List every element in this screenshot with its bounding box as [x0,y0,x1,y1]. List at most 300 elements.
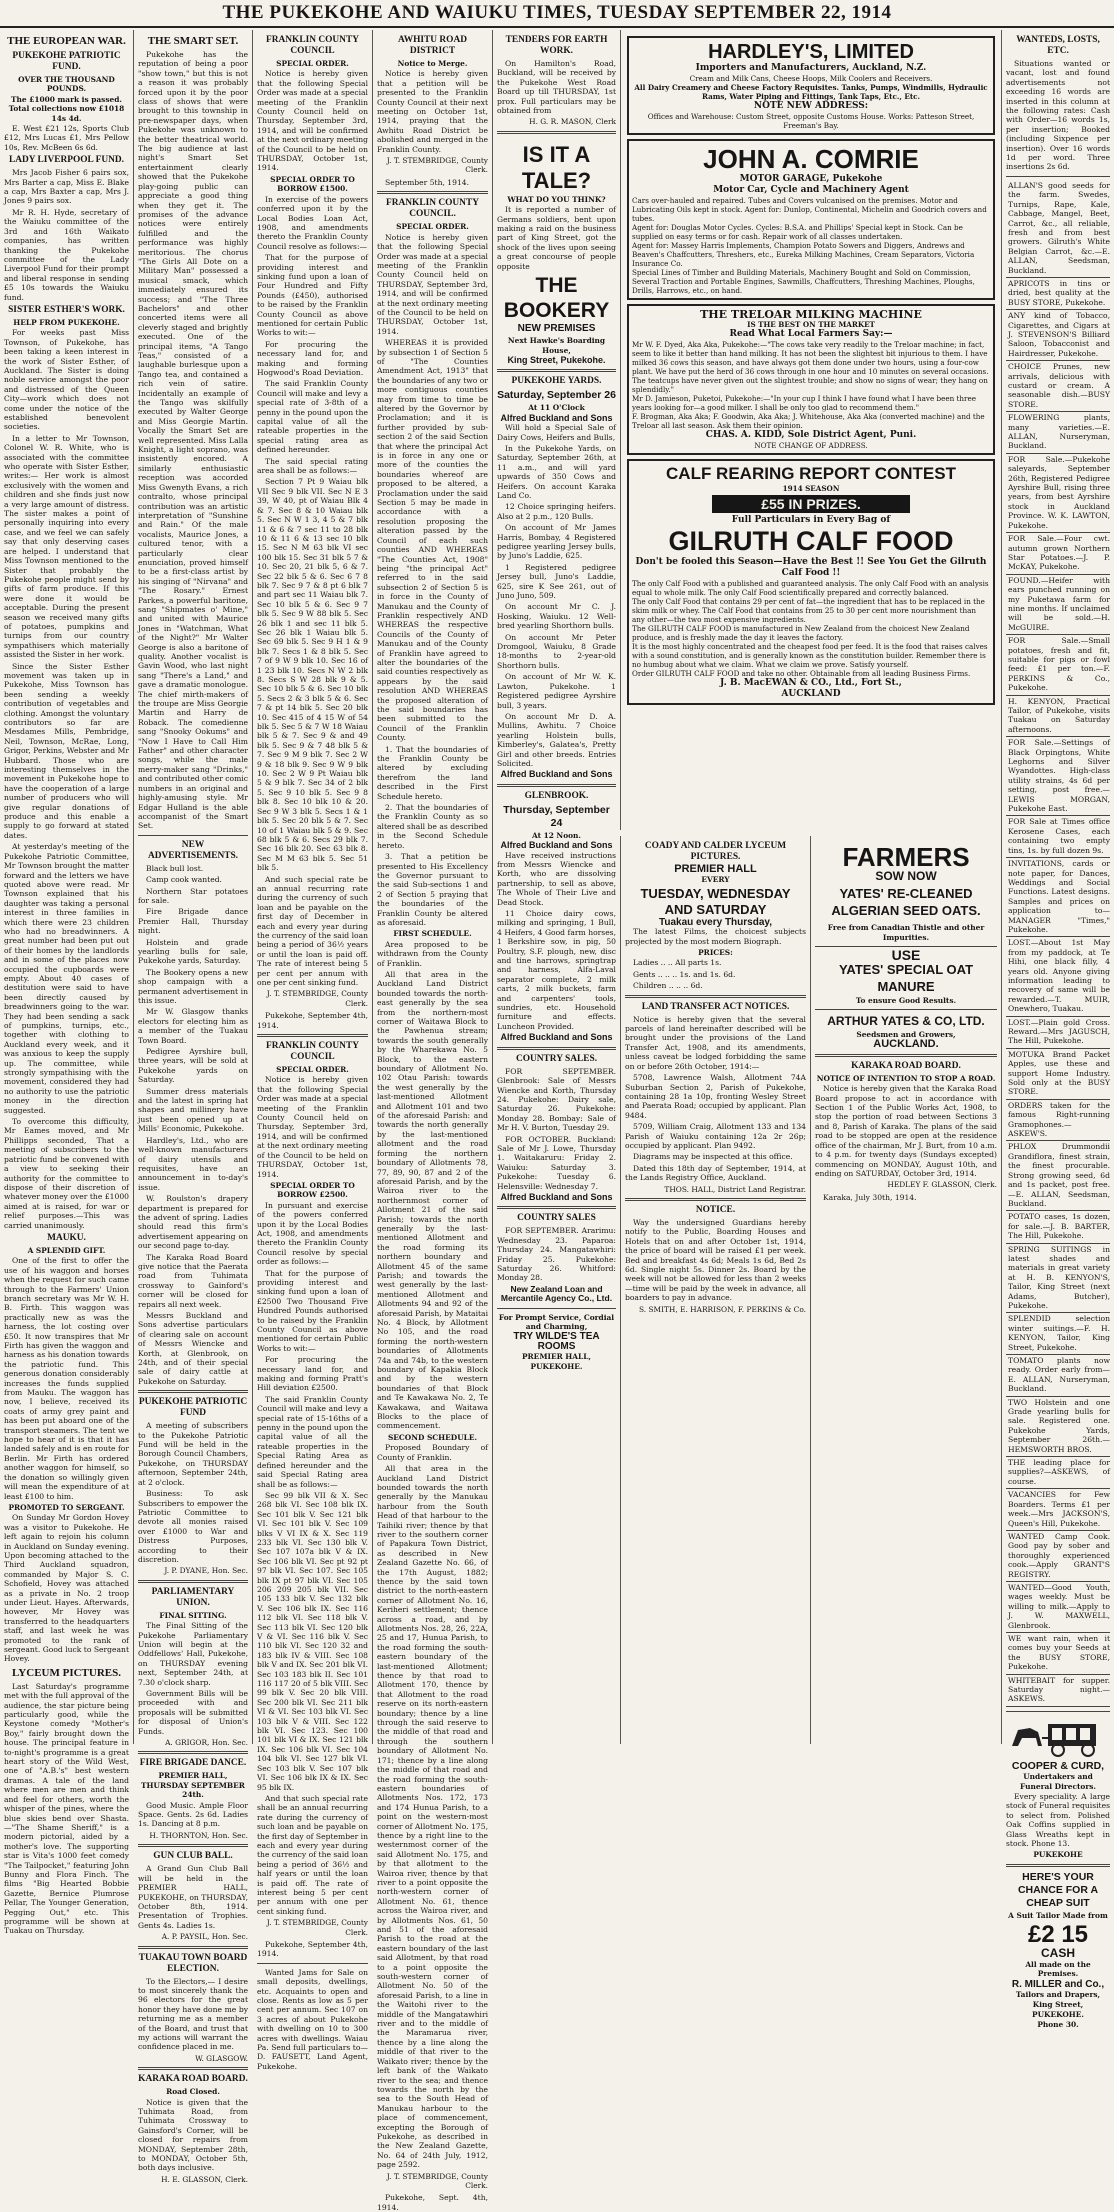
classified-ad: FLOWERING plants, many varieties.—E. ALLAN, Nurseryman, Buckland. [1008,413,1110,451]
classified-ad: FOUND.—Heifer with ears punched running on my Puketawa farm for nine months. If unclaimed will be sold.—H. McGUIRE. [1008,575,1110,632]
divider [625,995,806,998]
divider [815,1009,997,1010]
classified-ad: LOST.—Plain gold Cross. Reward.—Mrs JAGUSCH, The Hill, Pukekohe. [1008,1017,1110,1046]
classified-ad: TOMATO plants now ready. Order early from—E. ALLAN, Nurseryman, Buckland. [1008,1356,1110,1394]
paragraph: The latest Films, the choicest subjects projected by the most modern Biograph. [625,927,806,946]
comrie-text: Agent for: Douglas Motor Cycles. Cycles: B.S.A. and Phillips' Special kept in Stock. Can be supplied on easy terms or for cash. Repair work of all classes undertaken. [632,223,963,241]
paragraph: Messrs Buckland and Sons advertise particulars of clearing sale on account of Messrs Wiencke and Korth, at Glenbrook, on 24th, and of their special sale of dairy cattle at Pukekohe on Saturday. [138,1311,248,1386]
divider [1006,936,1110,937]
paragraph: For procuring the necessary land for, and making and forming Hogwood's Road Deviation. [257,339,368,377]
divider [1006,1632,1110,1633]
divider [1006,1016,1110,1017]
paragraph: To the Electors,— I desire to most sincerely thank the 96 electors for the great honor they have done me by returning me as a member of the Board, and trust that my actions will warrant the confidence placed in me. [138,1976,248,2052]
subheading: A Suit Tailor Made from [1008,1910,1108,1920]
paragraph: Mr R. H. Hyde, secretary of the Waiuku committee of the 3rd and 16th Waikato companies, has written thanking the Pukekohe committee of the Lady Liverpool Fund for their prompt and liberal response in sending £5 10s towards the Waiuku fund. [4,207,129,302]
paragraph: The said special rating area shall be as follows:— [257,456,368,476]
divider [1006,695,1110,696]
heading-franklin-county-council: FRANKLIN COUNTY COUNCIL [266,1041,359,1063]
comrie-text: Cars over-hauled and repaired. Tubes and Covers vulcanised on the premises. Motor and Lubricating Oils kept in stock. Agent for: Dunlop, Continental, Michelin and Goodrich covers and tubes. [632,196,987,223]
heading-franklin-county-council: FRANKLIN COUNTY COUNCIL [266,35,359,56]
divider [1006,309,1110,310]
calf-sub: Full Particulars in Every Bag of [731,515,891,525]
masthead [0,0,1114,28]
comrie-text: Special Lines of Timber and Building Materials, Machinery Bought and Sold on Commission, Several Traction and Portable Engines, Sawmills, Chaffcutters, Threshing Machines, Ploughs, Drills, Harrows, etc., on hand. [632,268,975,295]
signature: S. SMITH, E. HARRISON, F. PERKINS & Co. [638,1304,806,1314]
auctioneer: Alfred Buckland and Sons [500,769,613,780]
heading-sister-esther: SISTER ESTHER'S WORK. [8,304,125,315]
paragraph: Will hold a Special Sale of Dairy Cows, Heifers and Bulls, [497,423,616,442]
signature: A. GRIGOR, Hon. Sec. [165,1738,248,1748]
paragraph: The Final Sitting of the Pukekohe Parliamentary Union will begin at the Oddfellows' Hall, Pukekohe, on THURSDAY evening next, September 24th, at 7.30 o'clock sharp. [138,1621,248,1687]
divider [1006,1706,1110,1707]
calf-city: AUCKLAND [781,689,841,699]
subheading: PUKEKOHE [1033,1850,1083,1860]
classified-ad: FOR Sale at Times office Kerosene Cases, each containing two empty tins, 1s. by full dozen 9s. [1008,817,1110,855]
subheading: HELP FROM PUKEKOHE. [13,317,120,327]
heading-lady-liverpool-fund: LADY LIVERPOOL FUND. [8,155,125,166]
masthead-title: THE PUKEKOHE AND WAIUKU TIMES, TUESDAY SEPTEMBER 22, 1914 [222,2,892,23]
divider [138,1751,248,1754]
subheading: PREMIER HALL, PUKEKOHE. [521,1352,591,1371]
signature: J. T. STEMBRIDGE, County Clerk. [386,156,488,175]
dateline: Karaka, July 30th, 1914. [823,1192,917,1202]
paragraph: Notice is hereby given that the several parcels of land hereinafter described will be brought under the provisions of the Land Transfer Act, 1908, and its amendments, unless caveat be lodged forbidding the same on or before 26th October, 1914:— [625,1014,806,1071]
use-label: USE [891,947,921,964]
paragraph: 11 Choice dairy cows, milking and springing, 1 Bull, 4 Heifers, 4 Good farm horses, 1 Berkshire sow, in pig, 50 Poultry, S.F. plough, new, disc and tine harrows, springtrap and harness, Alfa-Laval separator complete, 2 milk carts, 2 milk buckets, farm and carpenters' tools, sundries, etc. Household furniture and effects. Luncheon Provided. [497,909,616,1031]
subheading: SPECIAL ORDER TO BORROW £2500. [270,1180,355,1200]
paragraph: All that area in the Auckland Land District bounded towards the north-east generally by the sea from the northern-most corner of Waitawa Block to the Pawhenua stream; towards the south generally by the Wharekawa No. 5 Block, to the eastern boundary of Allotment No. 102 Otau Parish: towards the west generally by the last-mentioned Allotment and Allotment 101 and two of the aforesaid Parish: and towards the north generally by the last-mentioned allotment and the road forming the northern boundary of Allotments 78, 77, 89, 90, 87 and 2 of the aforesaid Parish, and by the Wairoa river to the northernmost corner of Allotment 21 of the said Parish; towards the north generally by the last-mentioned Allotment and the road forming its northern boundary and Allotment 45 of the same Parish; and towards the west generally by the last-mentioned Allotment and Allotments 94 and 92 of the aforesaid Parish, by Mataitai No. 4 Block, by Allotment No 105, and the road forming the north-western boundaries of Allotments 74a and 74b, to the western boundary of Kapakia Block and by the western boundaries of that Block and Te Kawakawa No. 2, Te Kawakawa, and Waitawa Blocks to the place of commencement. [377,969,489,1431]
paragraph: Black bull lost. [146,863,204,873]
lyceum-tuakau: Tuakau every Thursday, [658,916,772,928]
paragraph: It is reported a number of Germans soldiers, bent upon making a raid on the business part of King Street, got the shock of the lives upon seeing a great concourse of people opposite [497,205,616,271]
classified-ad: TWO Holstein and one Grade yearling bulls for sale. Registered one. Pukekohe Yards, September 26th.—HEMSWORTH BROS. [1008,1397,1110,1454]
calf-contest-heading: CALF REARING REPORT CONTEST [666,464,956,483]
heading-european-war: THE EUROPEAN WAR. [7,35,126,47]
heading-patriotic-fund-meeting: PUKEKOHE PATRIOTIC FUND [138,1397,248,1419]
sale-date: Saturday, September 26 [497,389,616,402]
divider [1006,360,1110,361]
heading-lyceum-pictures: LYCEUM PICTURES. [11,1666,121,1679]
hearse-icon [1008,1716,1108,1758]
subheading: PROMOTED TO SERGEANT. [8,1502,125,1512]
paragraph: One of the first to offer the use of his waggon and horses when the request for such came through to the Farmers' Union branch secretary was Mr W. H. B. Firth. This waggon was practically new as was the harness, the lot costing over £50. It now transpires that Mr Firth has given the waggon and harness as his donation towards the patriotic fund. This generous donation considerably increases the funds supplied from Mauku. The waggon has now, I believe, received its coats of army grey paint and has been put aboard one of the transport steamers. The tent we hope to hear of it is that it has landed safely and is en route for Berlin. Mr Firth has ordered another waggon for himself, so the donation so willingly given will mean the expenditure of at least £100 to him. [4,1256,129,1501]
divider [497,1047,616,1050]
divider [257,1034,368,1037]
column-6-ads [620,30,1001,830]
comrie-name: JOHN A. COMRIE [703,144,919,174]
subheading: SPECIAL ORDER. [396,222,469,232]
divider [497,784,616,787]
paragraph: Hardley's, Ltd., who are well-known manufacturers of dairy utensils and requisites, have an announcement in to-day's issue. [138,1135,248,1192]
yates-name: ARTHUR YATES & CO, LTD. [827,1014,985,1029]
subheading: Free from Canadian Thistle and other Impurities. [827,923,985,942]
signature: HEDLEY F. GLASSON, Clerk. [887,1180,997,1190]
divider [1006,453,1110,454]
signature: H. G. R. MASON, Clerk [529,117,616,127]
paragraph: W. Roulston's drapery department is prepared for the advent of spring. Ladies should read this firm's advertisement appearing on our second page to-day. [138,1194,248,1251]
comrie-ad [627,139,995,300]
paragraph: And that such special rate shall be an annual recurring rate during the currency of such loan and be payable on the first day of September in each and every year during the currency of the said loan being a period of 36½ and half years or until the loan is paid off. The rate of interest being 5 per cent per annum with one per cent sinking fund. [257,1793,368,1916]
paragraph: WHEREAS it is provided by subsection 1 of Section 5 of "The Counties Amendment Act, 1913" that the boundaries of any two or more contiguous counties may from time to time be altered by the Governor by Proclamation; and it is further provided by sub-section 2 of the said Section that where the principal Act is in force in any one or more of the counties the boundaries whereof are proposed to be altered, a Proclamation under the said Section 5 may be made in accordance with a resolution proposing the alteration passed by the Council of each such counties AND WHEREAS "The Counties Act, 1908" being "the principal Act" referred to in the said subsection 2 of Section 5 is in force in the County of Manukau and the County of Franklin respectively AND WHEREAS the respective Councils of the County of Manukau and of the County of Franklin have agreed to alter the boundaries of the said counties respectively as appears by the said resolution AND WHEREAS the proposed alteration of the said boundaries has been submitted to the Council of the Franklin County. [377,338,488,743]
classified-ad: THE leading place for supplies?—ASKEWS, of course. [1008,1458,1110,1486]
treloar-testimonial: Mr W. F. Dyed, Aka Aka, Pukekohe:—"The cows take very readily to the Treloar machine; in fact, seem to like it better than hand milking. It has not been the slightest bit injurious to them. I have milked 36 cows this season, and have always got them done under two hours, using a four-cow plant. We have put the herd of 36 cows through in one hour and 10 minutes on several occasions. The teatcups have never given out the slightest trouble; and show no signs of wear; they hang on splendidly." [632,340,989,394]
paragraph: On account of Mr James Harris, Bombay, 4 Registered pedigree yearling Jersey bulls, by Juno's Laddie, 625. [497,523,616,561]
heading-land-transfer: LAND TRANSFER ACT NOTICES. [641,1001,790,1012]
paragraph: Camp cook wanted. [146,875,222,885]
dateline: Pukekohe, September 4th, 1914. [257,1011,368,1030]
divider [1006,176,1110,177]
paragraph: A meeting of subscribers to the Pukekohe Patriotic Fund will be held in the Borough Council Chambers, Pukekohe, on THURSDAY afternoon, September 24th, at 2 o'clock. [138,1421,248,1487]
price-line: Children .. .. .. 6d. [633,981,703,991]
paragraph: In exercise of the powers conferred upon it by the Local Bodies Loan Act, 1908, and amendments thereto the Franklin County Council resolve as follows:— [257,194,368,251]
divider [1006,1396,1110,1397]
subheading: SPECIAL ORDER. [276,59,349,68]
hardleys-address: Offices and Warehouse: Custom Street, opposite Customs House. Works: Patteson Street, Freeman's Bay. [647,112,975,130]
divider [497,131,616,134]
calf-agent: J. B. MacEWAN & CO., Ltd., Fort St., [720,678,902,688]
divider [138,1390,248,1393]
divider [1006,532,1110,533]
classified-ad: ANY kind of Tobacco, Cigarettes, and Cigars at J. STEVENSON'S Billiard Saloon, Tobacconist and Hairdresser, Pukekohe. [1008,311,1110,358]
heading-gun-club-ball: GUN CLUB BALL. [153,1851,233,1862]
paragraph: Summer dress materials and the latest in spring hat shapes and millinery have just been opened up at Mills' Economic, Pukekohe. [138,1086,248,1134]
dateline: Pukekohe, September 4th, 1914. [257,1940,368,1959]
signature: J. T. STEMBRIDGE, County Clerk. [266,989,368,1008]
heading-pukekohe-yards: PUKEKOHE YARDS. [511,376,602,387]
divider [497,369,616,372]
treloar-testimonial: F. Brogman, Aka Aka; F. Goodwin, Aka Aka; J. Whitehouse, Aka Aka (converted machine) and the Treloar all last season. Ask them their opinion. [632,412,985,430]
paragraph: On account Mr D. A. Mullins, Awhitu. 7 Choice yearling Holstein bulls, Kimberley's, Galatea's, Pretty Girl and other breeds. Entries Solicited. [497,711,616,768]
heading-glenbrook: GLENBROOK. [524,790,589,801]
divider [138,2067,248,2070]
paragraph: Notice is hereby given that a petition will be presented to the Franklin County Council at their next meeting on October 1st, 1914, praying that the Awhitu Road District be abolished and merged in the Franklin County. [377,69,488,154]
paragraph: Wanted Jams for Sale on small deposits, dwellings, etc. Acquaints to open and close. Rents as low as 5 per cent per annum. Sec 107 on 3 acres of about Pukekohe with dwelling on 10 to 300 acres with dwellings. Waiau Pa. Send full particulars to—D. FAUSETT, Land Agent, Pukekohe. [257,1967,368,2071]
heading-patriotic-fund: PUKEKOHE PATRIOTIC FUND. [12,51,121,72]
paragraph: The said Franklin County Council will make and levy a special rate of 15-16ths of a penny in the pound upon the capital value of all the rateable properties in the Special Rating Area as defined hereunder and the said Special Rating area shall be as follows:— [257,1394,368,1489]
paragraph: All that area in the Auckland Land District bounded towards the north generally by the Manukau harbour from the South Head of that harbour to the Taihiki river; thence by that river to the southern corner of Papakura Town District, as described in New Zealand Gazette No. 66, of the 17th August, 1882; thence by the said town district to the north-eastern corner of Allotment No. 16, Keriheri settlement; thence across a road, and by Allotments Nos. 28, 26, 22A, 25 and 17, Hunua Parish, to the road forming the south-eastern boundary of the last-mentioned Allotment; thence by that road to Allotment 170, thence by that Allotment to the road reserve on its north-eastern boundary; thence by a line through the said reserve to the middle of that road and through the southern boundary of Allotment No. 171; thence by a line along the middle of that road and the road forming the south-eastern boundaries of Allotments Nos. 172, 173 and 174 Hunua Parish, to a point on the western-most corner of Allotment No. 175, thence by a right line to the westernmost corner of the said Allotment No. 175, and by that allotment to the Wairoa river, thence by that river to a point opposite the north-western corner of Allotment No. 61, thence across the Wairoa river, and by Allotments Nos. 61, 50 and 51 of the aforesaid Parish to the road at the eastern boundary of the last said Allotment, by that road to a point opposite the south-western corner of Allotment No. 50 of the aforesaid Parish, to a line in the Waitohi river to the middle of the Mangatawhiri river and to the middle of the Maramarua river, thence by a line along the middle of that river to the Waikato river; thence by the left bank of the Waikato river to the sea; and thence towards the north by the sea to the South Head of Manukau harbour to the place of commencement, excepting the Borough of Pukekohe, as described in the New Zealand Gazette, No. 64 of 24th July, 1912, page 2592. [377,1464,488,2170]
heading-franklin-county-council: FRANKLIN COUNTY COUNCIL. [386,198,479,220]
classified-ad: POTATO cases, 1s dozen, for sale.—J. B. BARTER, The Hill, Pukekohe. [1008,1212,1110,1241]
classified-ad: WHITEBAIT for supper. Saturday night.—ASKEWS. [1008,1675,1110,1704]
subheading: Tailors and Drapers, [1015,1989,1101,1999]
classified-ad: WANTED Camp Cook. Good pay by sober and thoroughly experienced cook.—Apply GRANT'S REGISTRY. [1008,1531,1110,1579]
heading-is-it-a-tale: IS IT A TALE? [521,141,592,193]
calf-warning: Don't be fooled this Season—Have the Best !! See You Get the Gilruth Calf Food !! [635,557,987,578]
paragraph: Notice is given that the Tuhimata Road, from Tuhimata Crossway to Gainsford's Corner, will be closed for repairs from MONDAY, September 28th, to MONDAY, October 5th, both days inclusive. [138,2097,248,2173]
paragraph: 5708, Lawrence Walsh, Allotment 74A Suburban Section 2, Parish of Pukekohe, containing 28 1a 10p, fronting Wesley Street and Paerata Road; occupied by applicant. Plan 9484. [625,1073,806,1120]
paragraph: Notice is hereby given that the following Special Order was made at a special meeting of the Franklin County Council held on Thursday, September 3rd, 1914, and will be confirmed at the next ordinary meeting of the Council to be held on THURSDAY, October 1st, 1914. [257,69,368,173]
paragraph: 12 Choice springing heifers. Also at 2 p.m., 120 Bulls. [497,502,616,521]
subheading: SPECIAL ORDER. [276,1065,349,1075]
subheading: SECOND SCHEDULE. [387,1432,478,1442]
treloar-agent: CHAS. A. KIDD, Sole District Agent, Puni. [705,430,917,440]
classified-ad: INVITATIONS, cards or note paper, for Dances, Weddings and Social Functions. Latest designs. Samples and prices on application to—MANAGER "Times," Pukekohe. [1008,859,1110,934]
column-7 [1001,30,1114,2030]
calf-text: The only Calf Food with a published and guaranteed analysis. The only Calf Food with an analysis equal to whole milk. The only Calf Food scientifically prepared and correctly balanced. [632,579,989,597]
subheading: Next Hawke's Boarding House, [507,336,606,355]
lyceum-every: EVERY [701,875,730,885]
heading-fire-brigade-dance: FIRE BRIGADE DANCE. [139,1758,247,1769]
classified-ad: WE want rain, when it comes buy your Seeds at the BUSY STORE, Pukekohe. [1008,1633,1110,1672]
classified-ad: FOR Sale.—Four cwt. autumn grown Northern Star Potatoes.—J. P. McKAY, Pukekohe. [1008,534,1110,572]
paragraph: Notice is hereby given that the following Special Order was made at a special meeting of the Franklin County Council held on THURSDAY, September 3rd, 1914, and will be confirmed at the next ordinary meeting of the Council to be held on THURSDAY, October 1st, 1914. [377,232,488,336]
paragraph: The Karaka Road Board give notice that the Paerata road from Tuhimata crossway to Gainford's corner will be closed for repairs all next week. [138,1252,248,1309]
classified-ad: LOST.—About 1st May from my paddock, at Te Hihi, one black filly, 4 years old. Anyone giving information leading to recovery of same will be rewarded.—T. MUIR, Onewhero, Tuakau. [1008,938,1110,1014]
paragraph: Situations wanted or vacant, lost and found advertisements not exceeding 16 words are inserted in this column at the following rates: Cash with Order—16 words 1s, per insertion; Booked (including Sixpence per insertion). Over 16 words 1d per word. Three insertions 2s 6d. [1006,59,1110,172]
paragraph: Area proposed to be withdrawn from the County of Franklin. [377,939,488,968]
signature: J. T. STEMBRIDGE, County Clerk. [266,1918,368,1937]
paragraph: Notice is hereby given that the Karaka Road Board propose to act in accordance with Section 1 of the Public Works Act, 1908, to stop the portion of road between Sections 3 and 8, Parish of Karaka. The plans of the said road to be stopped are open at the residence office of the chairman, Mr J. Burt, from 10 a.m. to 4 p.m. for twenty days (Sundays excepted) commencing on MONDAY, August 10th, and ending on SATURDAY, October 3rd, 1914. [815,1084,997,1178]
auctioneer: Alfred Buckland and Sons [500,1191,613,1202]
divider [1006,411,1110,412]
dateline: Pukekohe, Sept. 4th, 1914. [377,2193,488,2212]
paragraph: Northern Star potatoes for sale. [138,886,248,905]
paragraph: On account of Mr W. K. Lawton, Pukekohe. 1 Registered pedigree Ayrshire bull, 3 years. [497,672,616,710]
subheading: The £1000 mark is passed. Total collections now £1018 14s 4d. [8,94,125,123]
subheading: At 11 O'Clock [528,403,585,413]
treloar-read: Read What Local Farmers Say:— [729,329,893,339]
subheading: Undertakers and Funeral Directors. [1020,1772,1096,1791]
signature: H. THORNTON, Hon. Sec. [149,1830,248,1840]
subheading: FINAL SITTING. [159,1610,227,1620]
divider [257,1963,368,1964]
comrie-text: Agent for: Massey Harris Implements, Champion Potato Sowers and Diggers, Andrews and Beaven's Chaffcutters, Threshers, etc., Eureka Milking Machines, Cream Separators, Victoria Insurance Co. [632,241,975,268]
heading-smart-set: THE SMART SET. [147,35,239,47]
subheading: OVER THE THOUSAND POUNDS. [18,75,115,94]
heading-the-bookery: THE BOOKERY [503,274,610,323]
treloar-sub: IS THE BEST ON THE MARKET [747,320,875,329]
classified-ad: SPRING SUITINGS in latest shades and materials in great variety at H. B. KENYON'S, Tailor, King Street (next Adams, Butcher), Pukekohe. [1008,1244,1110,1310]
auctioneer: Alfred Buckland and Sons [500,840,613,851]
subheading: PREMIER HALL, THURSDAY SEPTEMBER 24th. [141,1771,245,1800]
heading-wanteds-losts: WANTEDS, LOSTS, ETC. [1016,35,1100,56]
heading-country-sales: COUNTRY SALES. [515,1053,598,1064]
column-2 [133,30,252,2184]
auctioneer: Alfred Buckland and Sons [500,412,613,423]
agency-name: New Zealand Loan and Mercantile Agency Co., Ltd. [500,1283,613,1304]
suit-cash: CASH [1040,1946,1075,1961]
heading-awhitu-road-district: AWHITU ROAD DISTRICT [397,35,467,56]
paragraph: Holstein and grade yearling bulls for sale, Pukekohe yards, Saturday. [138,937,248,966]
divider [1006,1530,1110,1531]
signature: J. T. STEMBRIDGE, County Clerk. [386,2171,488,2190]
classified-ad: APRICOTS in tins or dried, best quality at the BUSY STORE, Pukekohe. [1008,278,1110,307]
signature: W. GLASGOW. [195,2053,248,2063]
subheading: King Street, Pukekohe. [507,354,606,365]
divider [1006,1488,1110,1489]
paragraph: E. West £21 12s, Sports Club £12, Mrs Lucas £1, Mrs Pellow 10s, Rev. McBeen 6s 6d. [4,124,129,152]
paragraph: In a letter to Mr Townson, Colonel W. R. White, who is associated with the committee who operate with Sister Esther, writes:— Her work is almost exclusively with the women and children and she finds just now a very large amount of distress. The sister makes a point of personally inquiring into every case, and we feel we can safely say that only deserving cases are helped. I understand that Miss Townson mentioned to the Sister that probably the Pukekohe people might send by gifts of farm produce. If this were done it would be acceptable. During the present season we received many gifts of potatoes, pumpkins and turnips from our country sympathisers which materially assisted the Sister in her work. [4,433,129,660]
paragraph: Pedigree Ayrshire bull, three years, will be sold at Pukekohe yards on Saturday. [138,1047,248,1085]
paragraph: Mrs Jacob Fisher 6 pairs sox, Mrs Barter a cap, Miss E. Blake a cap, Mrs Baxter a cap, Mrs J. Jones 9 pairs sox. [4,168,129,206]
paragraph: In pursuant and exercise of the powers conferred upon it by the Local Bodies Act, 1908, and amendments thereto the Franklin County Council resolve by special order as follows:— [257,1200,368,1267]
divider [1006,1354,1110,1355]
paragraph: Way the undersigned Guardians hereby notify to the Public, Boarding Houses and Hotels that on and after October 1st, 1914, the price of board will be raised £1 per week. Bed and breakfast 4s 6d; Meals 1s 6d, Bed 2s 6d. Single night 5s. Dinner 2s. Board by the week will not be allowed for less than 2 weeks—time will be paid by the week in advance, all boarders to pay in advance. [625,1217,806,1303]
paragraph: Last Saturday's programme met with the full approval of the audience, the star picture being particularly good, while the Keystone comedy "Mother's Boy," fairly brought down the house. The principal feature in to-night's programme is a great heart story of the Wild West, one of "A.B.'s" best western dramas. A tale of the land where men are men and think and feel for others, worth the whisper of the pines, where the blue skies bend over Shasta.—"The Shame Sheriff," is a modern pictorial, aided by a mother's love. The supporting star is Vita's 1000 feet comedy "The Tailpocket," featuring John Bunny and Flora Finch. The films "Big Hearted Bobbie Gazette, Bernice Plumrose Pellar, The Younger Generation, Pegging Out," etc. This programme will be shown at Tuakau on Thursday. [4,1681,129,1936]
hardleys-ad [627,36,995,135]
paragraph: The Bookery opens a new shop campaign with a permanent advertisement in this issue. [138,967,248,1005]
divider [138,1946,248,1949]
subheading: SPECIAL ORDER TO BORROW £1500. [270,174,355,194]
paragraph: Fire Brigade dance Premier Hall, Thursday night. [138,907,248,936]
hardleys-name: HARDLEY'S, LIMITED [708,41,914,63]
comrie-sub: MOTOR GARAGE, Pukekohe [739,174,883,184]
yates-city: AUCKLAND. [873,1038,939,1051]
lyceum-days: TUESDAY, WEDNESDAY AND SATURDAY [640,885,791,917]
paragraph: On account Mr Peter Dromgool, Waiuku, 8 Grade 18-months to 2-year-old Shorthorn bulls. [497,632,616,670]
paragraph: Section 7 Pt 9 Waiau blk VII Sec 9 blk VII. Sec N E 3 39, W 40, pt of Waiau Blk 4 & 7. Sec 8 & 10 Waiau blk 5. Sec N W 1 3, 4 5 & 7 blk 11 & 6 & 7 sec 11 to 28 blk 10 & 11 6 & 13 sec 10 blk 15. Sec N M 63 blk VI sec 100 blk 15. Sec 31 blk 5 7 & 10. Sec 20, 21 blk 5, 6 & 7. Sec 22 blk 5 & 6. Sec 6 7 8 blk 7. Sec 9 7 & 8 pt 6 blk 7 and part sec 11 Waiau blk 7. Sec 10 blk 5 & 6. Sec 9 7 blk 5. Sec 9 W 88 blk 5. Sec 26 blk 1 and sec 11 blk 5. Sec 26 blk 1 Waiau blk 5. Sec 69 blk 5. Sec 9 H 1 & 9 blk 7. Secs 1 & 8 blk 5. Sec 7 of 9 W 9 blk 10. Sec 16 of 1 23 blk 10. Secs N W 2 blk 8. Secs S W 28 blk 9 & 5. Sec 10 blk 5 & 6. Sec 10 blk 5. Secs 2 & 3 blk 5 & 6. Sec 7 & pt 14 blk 5. Sec 20 blk 10. Sec 415 of 4 15 W of 54 blk 5. Sec 5 & 7 W 18 Waiau blk 5 & 7. Sec 9 & and 49 blk 5. Sec 9 & 7 48 blk 5 & 7. Sec 9 M 9 blk 7. Sec 2 W 9 & 18 blk 9. Sec 9 W 9 blk 10. Sec 2 W 9 Pt Waiau blk 5 & 9 blk 7. Sec 34 of 2 blk 5. Sec 9 10 blk 5. Sec 9 8 blk 8. Sec 10 blk 10 & 20. Sec 9 W 3 blk 5. Secs 1 & 1 blk 5. Sec 20 blk 5 & 7. Sec 10 of 1 Waiau blk 5 & 9. Sec 68 blk 5 & 6. Secs 29 blk 7. Sec 16 blk 20. Sec 63 blk 8. Sec M M 63 blk 5. Sec 51 blk 5. [257,477,368,873]
calf-text: The only Calf Food that contains 29 per cent of fat—the ingredient that has to be replaced in the skim milk or whey. The Calf Food that contains from 25 to 30 per cent more nourishment than any other—the two most expensive ingredients. [632,597,985,624]
classified-ad: MOTUKA Brand Packet Apples, use these and support Home Industry. Sold only at the BUSY STORE. [1008,1049,1110,1097]
subheading: FIRST SCHEDULE. [393,929,472,939]
divider [1006,1210,1110,1211]
classified-ad: PHLOX Drummondii Grandiflora, finest strain, the finest procurable. Strong growing seed, 6d and 1s packet, post free.—E. ALLAN, Seedsman, Buckland. [1008,1142,1110,1208]
subheading: NOTICE OF INTENTION TO STOP A ROAD. [816,1073,996,1083]
paragraph: The said Franklin County Council will make and levy a special rate of 3-8th of a penny in the pound upon the capital value of all the rateable properties in the special rating area as defined hereunder. [257,379,368,455]
heading-lyceum-pictures: COADY AND CALDER LYCEUM PICTURES. [644,841,787,862]
paragraph: That for the purpose of providing interest and sinking fund upon a loan of Four Hundred and Fifty Pounds (£450), authorised to be raised by the Franklin County Council as above mentioned for certain Public Works to wit:— [257,253,368,338]
cheap-suit-heading: HERE'S YOUR CHANCE FOR A CHEAP SUIT [1017,1870,1099,1909]
classifieds-list [1006,181,1110,1707]
subheading: King Street, PUKEKOHE. [1032,2000,1084,2019]
paragraph: At yesterday's meeting of the Pukekohe Patriotic Committee, Mr Townson brought the matter forward and the letters we have quoted above were read. Mr Townson explained that his daughter was taking a personal interest in three families in which there were 23 children who had no breadwinners. A great number had been put out of their homes by the landlords and in some of the places now occupied the cupboards were empty. About 40 cases of destitution were said to have been directly caused by breadwinners going to the war. They had been sending a sack of pumpkins, turnips, etc., together with clothing to Auckland every week, and it was anxious to keep the supply up. The committee, while strongly sympathising with the movement, considered they had no authority to use the patriotic money in the direction suggested. [4,842,129,1115]
heading-wildes-tea-rooms: TRY WILDE'S TEA ROOMS [513,1331,600,1352]
paragraph: On Hamilton's Road, Buckland, will be received by the Pukekohe West Road Board up till THURSDAY, 1st prox. Full particulars may be obtained from [497,59,616,116]
divider [1006,277,1110,278]
treloar-testimonial: Mr D. Jamieson, Puketoi, Pukekohe:—"In your cup I think I have found what I have been three years looking for—a good milker. I shall be only too glad to recommend them." [632,394,976,412]
subheading: Seedsmen and Growers, [856,1030,956,1040]
heading-country-sales: COUNTRY SALES [517,1213,596,1224]
divider [1006,1243,1110,1244]
calf-season: 1914 SEASON [782,484,840,493]
divider [377,191,488,194]
subheading: All made on the Premises. [1025,1959,1091,1979]
classified-ad: ORDERS taken for the famous Right-running Gramophones.—ASKEW'S. [1008,1100,1110,1139]
lyceum-hall: PREMIER HALL [674,863,757,875]
subheading: Phone 30. [1037,2020,1079,2030]
subheading: For Prompt Service, Cordial and Charming, [498,1312,615,1332]
classified-ad: H. KENYON, Practical Tailor, of Pukekohe, visits Tuakau on Saturday afternoons. [1008,696,1110,734]
heading-farmers: FARMERS [842,842,970,872]
comrie-agent: Motor Car, Cycle and Machinery Agent [713,185,909,195]
paragraph: For weeks past Miss Townson, of Pukekohe, has been taking a keen interest in the work of Sister Esther, of Auckland. The Sister is doing noble service amongst the poor and distressed of the Queen City—work which does not come under the notice of the established benevolent societies. [4,328,129,432]
divider [1006,1312,1110,1313]
paragraph: For procuring the necessary land for, and making and forming Pratt's Hill deviation £2500. [257,1355,368,1393]
paragraph: Proposed Boundary of County of Franklin. [377,1443,488,1462]
divider [1006,634,1110,635]
calf-prize: £55 IN PRIZES. [712,495,910,513]
paragraph: On Sunday Mr Gordon Hovey was a visitor to Pukekohe. He left again to rejoin his column in Auckland on Sunday evening. Upon becoming attached to the Third Auckland squadron, commanded by Major S. C. Schofield, Hovey was attached as a private in No. 2 troop under Lieut. Hayes. Afterwards, however, Mr Hovey was transferred to the headquarters staff, and last week he was promoted to the rank of sergeant. Good luck to Sergeant Hovey. [4,1513,129,1664]
classified-ad: VACANCIES for Few Boarders. Terms £1 per week.—Mrs JACKSON'S, Queen's Hill, Pukekohe. [1008,1490,1110,1528]
heading-mauku: MAUKU. [47,1232,86,1243]
column-5 [492,30,620,1744]
divider [1006,1048,1110,1049]
gilruth-ad [627,459,995,705]
classified-ad: SPLENDID selection winter suitings.—F. H. KENYON, Tailor, King Street, Pukekohe. [1008,1314,1110,1352]
divider [1006,1674,1110,1675]
price-line: Ladies .. .. All parts 1s. [633,958,722,968]
classified-ad: CHOICE Prunes, new arrivals, delicious with custard or cream. A seasonable dish.—BUSY STORE. [1008,362,1110,409]
paragraph: Every speciality. A large stock of Funeral requisites to select from. Polished Oak Coffins supplied in Glass Wreaths kept in stock. Phone 13. [1006,1792,1110,1849]
subheading: WHAT DO YOU THINK? [507,194,606,204]
treloar-heading: THE TRELOAR MILKING MACHINE [700,308,922,321]
paragraph: That for the purpose of providing interest and sinking fund upon a loan of £2500 Two Thousand Five Hundred Pounds authorised to be raised by the Franklin County Council as above mentioned for certain Public Works to wit:— [257,1268,368,1353]
divider [497,1308,616,1309]
paragraph: In the Pukekohe Yards, on Saturday, September 26th, at 11 a.m., and will yard upwards of 350 Cows and Heifers. On account Karaka Land Co. [497,443,616,500]
paragraph: Sec 99 blk VII & X. Sec 268 blk VI. Sec 108 blk IX. Sec 101 blk V. Sec 121 blk VI. Sec 101 blk V. Sec 109 blks V VI IX & X. Sec 119 233 blk VI. Sec 130 blk V. Sec 107 107a blk V & IX. Sec 106 blk VI. Sec pt 92 pt 97 blk VI. Sec 107. Sec 105 blk IX pt 97 blk VI. Sec 105 206 209 205 blk VII. Sec 105 133 blk V. Sec 132 blk V. Sec 106 blk IX. Sec 116 112 blk VI. Sec 118 blk V. Sec 113 blk VI. Sec 120 blk V & VI. Sec 116 blk V. Sec 110 blk VI. Sec 120 32 and 183 blk IV & VIII. Sec 108 blk V and IX. Sec 201 blk VI. Sec 103 183 blk II. Sec 101 116 117 20 of 5 blk VIII. Sec 99 blk V. Sec 20 blk VIII. Sec 200 blk VI. Sec 211 blk VI & VI. Sec 103 blk VI. Sec 103 blk V & VIII. Sec 122 blk VI. Sec 123. Sec 100 101 blk VI & IX. Sec 121 blk IX. Sec 106 blk VI. Sec 104 104 blk VI. Sec 127 blk VI. Sec 103 blk V. Sec 107 blk VI. Sec 106 blk IX & IX. Sec 95 blk IX. [257,1490,368,1792]
heading-karaka-road-board: KARAKA ROAD BOARD. [851,1060,961,1071]
classified-ad: ALLAN'S good seeds for the farm. Swedes, Turnips, Rape, Kale, Cabbage, Mangel, Beet, Carrot, &c., all reliable, fresh and from best growers. Gilruth's White Belgian Carrot, &c.—E. ALLAN, Seedsman, Buckland. [1008,180,1110,275]
column-3 [252,30,372,2071]
yates-oats: YATES' RE-CLEANED ALGERIAN SEED OATS. [831,886,981,919]
sow-now: SOW NOW [875,869,937,883]
classified-ad: FOR Sale.—Settings of Black Orpingtons, White Leghorns and Silver Wyandottes. High-class utility strains, 4s 6d per setting, post free.—LEWIS MORGAN, Pukekohe East. [1008,738,1110,814]
divider [815,1054,997,1057]
paragraph: Government Bills will be proceeded with and proposals will be submitted for disposal of Union's Funds. [138,1689,248,1736]
calf-text: Order GILRUTH CALF FOOD and take no other. Obtainable from all leading Business Firms. [632,669,971,678]
gilruth-name: GILRUTH CALF FOOD [668,526,954,556]
paragraph: FOR SEPTEMBER. Glenbrook: Sale of Messrs Wiencke and Korth, Thursday 24. Pukekohe: Dairy sale, Saturday 26. Pukekohe: Monday 28. Bombay: Sale of Mr H. V. Burton, Tuesday 29. [497,1066,616,1133]
subheading: NEW PREMISES [517,323,596,335]
cooper-curd-name: COOPER & CURD, [1011,1759,1105,1772]
paragraph: FOR OCTOBER. Buckland: Sale of Mr J. Lowe, Thursday 1. Waitakaruru: Friday 2. Waiuku: Saturday 3. Pukekohe: Tuesday 6. Helensville: Wednesday 7. [497,1134,616,1191]
paragraph: FOR SEPTEMBER. Ararimu: Wednesday 23. Paparoa: Thursday 24. Mangatawhiri: Friday 25. Pukekohe: Saturday 26. Whitford: Monday 28. [497,1226,616,1283]
calf-text: The GILRUTH CALF FOOD is manufactured in New Zealand from the choicest New Zealand produce, and is freshly made the day it leaves the factory. [632,624,970,642]
heading-tenders-earth-work: TENDERS FOR EARTH WORK. [505,35,608,56]
paragraph: 5709, William Craig, Allotment 133 and 134 Parish of Waiuku containing 12a 2r 26p; occupied by applicant. Plan 9492. [625,1122,806,1150]
column-6-lower-left [620,836,810,1744]
signature: THOS. HALL, District Land Registrar. [664,1184,806,1194]
paragraph: Notice is hereby given that the following Special Order was made at a special meeting of the Franklin County Council held on Thursday, September 3rd, 1914, and will be confirmed at the next ordinary meeting of the Council to be held on THURSDAY, October 1st, 1914. [257,1075,368,1179]
treloar-note: NOTE CHANGE OF ADDRESS. [754,441,868,450]
divider [625,1198,806,1201]
divider [138,1580,248,1583]
subheading: Road Closed. [166,2087,220,2097]
divider [1006,1864,1110,1867]
signature: J. P. DYANE, Hon. Sec. [164,1566,248,1576]
divider [138,835,248,836]
divider [497,1206,616,1209]
paragraph: Good Music. Ample Floor Space. Gents. 2s 6d. Ladies 1s. Dancing at 8 p.m. [138,1800,248,1829]
classified-ad: FOR Sale.—Small potatoes, fresh and fit, suitable for pigs or fowl feed: £1 per ton.—F. PERKINS & Co., Pukekohe. [1008,636,1110,693]
sale-date: Thursday, September 24 [503,803,610,829]
suit-price: £2 15 [1027,1921,1089,1949]
paragraph: 3. That a petition be presented to His Excellency the Governor pursuant to the said Sub-sections 1 and 2 of Section 5 praying that the boundaries of the Franklin County be altered as aforesaid. [377,852,488,927]
heading-new-advertisements: NEW ADVERTISEMENTS. [147,839,239,861]
column-6-lower-right [810,836,1001,1744]
column-1 [0,30,133,1936]
paragraph: Mr W. Glasgow thanks electors for electing him as a member of the Tuakau Town Board. [138,1007,248,1045]
paragraph: Have received instructions from Messrs Wiencke and Korth, who are dissolving partnership, to sell as above, The Whole of Their Live and Dead Stock. [497,850,616,907]
price-line: Gents .. .. .. 1s. and 1s. 6d. [633,969,736,979]
subheading: To ensure Good Results. [855,995,957,1005]
divider [1006,1099,1110,1100]
divider [1006,1581,1110,1582]
dateline: September 5th, 1914. [385,177,470,187]
miller-name: R. MILLER and Co., [1011,1978,1105,1990]
paragraph: 2. That the boundaries of the Franklin County as so altered shall be as described in the Second Schedule hereto. [377,803,488,850]
column-4 [372,30,492,2212]
heading-notice: NOTICE. [695,1204,736,1215]
yates-manure: YATES' SPECIAL OAT MANURE [838,961,974,994]
heading-parliamentary-union: PARLIAMENTARY UNION. [151,1586,235,1608]
treloar-ad [627,304,995,455]
heading-tuakau-town-board: TUAKAU TOWN BOARD ELECTION. [138,1952,248,1974]
hardleys-sub: Importers and Manufacturers, Auckland, N.Z. [695,63,927,73]
divider [1006,1711,1110,1712]
auctioneer: Alfred Buckland and Sons [500,1032,613,1043]
signature: H. E. GLASSON, Clerk. [161,2174,248,2184]
